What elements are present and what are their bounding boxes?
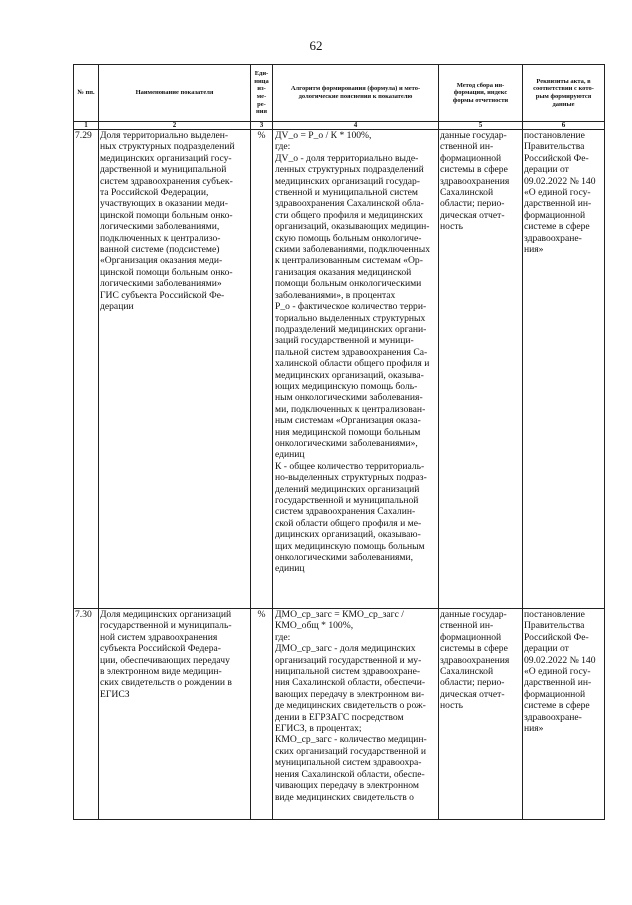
text-line: ственной ин- — [440, 620, 494, 632]
text-line: онкологическими заболеваниями, — [275, 552, 413, 564]
text-line: в электронном виде медицин- — [100, 666, 222, 678]
text-line: данные — [552, 100, 575, 108]
text-line: Сахалинской — [440, 666, 494, 678]
header-algorithm — [273, 65, 439, 122]
text-line: медицинских организаций, оказыва- — [275, 369, 424, 381]
text-line: заболеваниями», в процентах — [275, 289, 396, 301]
text-line: цинской помощи больным онко- — [100, 266, 233, 278]
text-line: дологические пояснения к показателю — [298, 93, 413, 100]
text-line: пальной систем здравоохранения Са- — [275, 346, 428, 358]
text-line: 09.02.2022 № 140 — [524, 654, 596, 666]
text-line: цинской помощи больным онко- — [100, 209, 233, 221]
text-line: ния Сахалинской области, обеспечи- — [275, 677, 426, 689]
text-line: де медицинских свидетельств о рож- — [275, 700, 426, 712]
text-line: системы в сфере — [440, 643, 508, 655]
text-line: Российской Фе- — [524, 152, 589, 164]
indicators-table — [73, 64, 605, 820]
text-line: скую помощь больным онкологиче- — [275, 232, 422, 244]
text-line: формационной — [440, 631, 502, 643]
text-line: ской области общего профиля и ме- — [275, 517, 422, 529]
text-line: ющих медицинскую помощь боль- — [275, 380, 418, 392]
text-line: Р_о - фактическое количество терри- — [275, 301, 427, 313]
text-line: дицинских организаций, оказываю- — [275, 529, 421, 541]
text-line: помощи больным онкологическими — [275, 278, 422, 290]
text-line: ность — [440, 700, 463, 712]
text-line: ДМО_ср_загс - доля медицинских — [275, 643, 416, 655]
header-unit — [251, 65, 273, 122]
text-line: дарственной ин- — [524, 198, 592, 210]
text-line: субъекта Российской Федера- — [100, 643, 221, 655]
text-line: логическими заболеваниями, — [100, 221, 220, 233]
text-line: здравоохране- — [524, 232, 582, 244]
text-line: щих медицинскую помощь больным — [275, 540, 425, 552]
text-line: Правительства — [524, 141, 585, 153]
text-line: Реквизиты акта, в — [536, 77, 591, 85]
text-line: КМО_общ * 100%, — [275, 620, 354, 632]
text-line: ной систем здравоохранения — [100, 631, 218, 643]
text-line: дерации от — [524, 643, 569, 655]
text-line: нения Сахалинской области, обеспе- — [275, 768, 425, 780]
text-line: Правительства — [524, 620, 585, 632]
column-number: 3 — [251, 122, 273, 130]
header-num: № пп. — [74, 65, 99, 122]
text-line: области; перио- — [440, 677, 505, 689]
text-line: организаций, оказывающих медицин- — [275, 221, 430, 233]
header-name: Наименование показателя — [99, 65, 251, 122]
text-line: ми, подключенных к централизован- — [275, 403, 426, 415]
column-number-row — [74, 122, 605, 130]
text-line: где: — [275, 141, 291, 153]
text-line: систем здравоохранения субъек- — [100, 175, 233, 187]
text-line: формационной — [524, 209, 586, 221]
text-line: ДМО_ср_загс = КМО_ср_загс / — [275, 609, 404, 620]
unit: % — [251, 130, 273, 609]
text-line: соответствии с кото- — [533, 85, 594, 93]
text-line: «О единой госу- — [524, 187, 591, 199]
text-line: формационной — [524, 688, 586, 700]
text-line: ственной и муниципальной систем — [275, 187, 418, 199]
text-line: дическая отчет- — [440, 209, 505, 221]
text-line: медицинских организаций государ- — [275, 175, 420, 187]
text-line: постановление — [524, 130, 585, 141]
column-number: 2 — [99, 122, 251, 130]
unit: % — [251, 609, 273, 820]
text-line: единиц — [275, 563, 305, 575]
row-number: 7.29 — [74, 130, 99, 609]
text-line: Сахалинской — [440, 187, 494, 199]
column-number: 4 — [273, 122, 439, 130]
text-line: системы в сфере — [440, 164, 508, 176]
act-details — [523, 609, 605, 820]
text-line: сти общего профиля и медицинских — [275, 209, 423, 221]
text-line: дическая отчет- — [440, 688, 505, 700]
text-line: дерации от — [524, 164, 569, 176]
table-row — [74, 130, 605, 609]
text-line: та Российской Федерации, — [100, 187, 209, 199]
text-line: системе в сфере — [524, 221, 590, 233]
text-line: здравоохране- — [524, 711, 582, 723]
collection-method — [439, 609, 523, 820]
text-line: ния» — [524, 723, 544, 735]
text-line: области; перио- — [440, 198, 505, 210]
text-line: ЕГИСЗ — [100, 688, 130, 700]
text-line: Алгоритм формирования (формула) и мето- — [290, 85, 421, 93]
text-line: Доля медицинских организаций — [100, 609, 232, 620]
text-line: ДV_о = Р_о / К * 100%, — [275, 130, 372, 141]
text-line: дерации — [100, 301, 134, 313]
text-line: Доля территориально выделен- — [100, 130, 229, 141]
text-line: участвующих в оказании меди- — [100, 198, 228, 210]
text-line: организаций государственной и му- — [275, 654, 422, 666]
text-line: данные государ- — [440, 609, 507, 620]
text-line: здравоохранения Сахалинской обла- — [275, 198, 424, 210]
text-line: вающих передачу в электронном ви- — [275, 688, 425, 700]
column-number: 5 — [439, 122, 523, 130]
text-line: ских организаций государственной и — [275, 745, 427, 757]
text-line: онкологическими заболеваниями», — [275, 437, 418, 449]
text-line: ре- — [257, 100, 266, 108]
text-line: скими заболеваниями, подключенных — [275, 244, 431, 256]
text-line: ния — [255, 108, 267, 116]
text-line: системе в сфере — [524, 700, 590, 712]
text-line: из- — [257, 85, 266, 93]
indicator-name — [99, 609, 251, 820]
text-line: ным онкологическими заболевания- — [275, 392, 423, 404]
indicator-name — [99, 130, 251, 609]
text-line: ница — [254, 77, 269, 85]
text-line: заций государственной и муници- — [275, 335, 414, 347]
text-line: ториально выделенных структурных — [275, 312, 426, 324]
text-line: ции, обеспечивающих передачу — [100, 654, 230, 666]
text-line: дении в ЕГРЗАГС посредством — [275, 711, 404, 723]
text-line: ме- — [256, 93, 267, 100]
page-number: 62 — [309, 38, 323, 53]
text-line: «О единой госу- — [524, 666, 591, 678]
text-line: формационной — [440, 152, 502, 164]
row-number: 7.30 — [74, 609, 99, 820]
text-line: чивающих передачу в электронном — [275, 780, 419, 792]
text-line: дарственной и муниципальной — [100, 164, 227, 176]
text-line: Метод сбора ин- — [456, 81, 505, 89]
header-act — [523, 65, 605, 122]
text-line: государственной и муниципаль- — [100, 620, 232, 632]
text-line: КМО_ср_загс - количество медицин- — [275, 734, 427, 746]
text-line: подразделений медицинских органи- — [275, 323, 427, 335]
column-number: 1 — [74, 122, 99, 130]
text-line: ным системам «Организация оказа- — [275, 415, 421, 427]
text-line: ных структурных подразделений — [100, 141, 235, 153]
text-line: рым формируются — [535, 93, 592, 100]
text-line: медицинских организаций госу- — [100, 152, 232, 164]
text-line: данные государ- — [440, 130, 507, 141]
table-row — [74, 609, 605, 820]
text-line: виде медицинских свидетельств о — [275, 791, 414, 803]
text-line: государственной и муниципальной — [275, 495, 419, 506]
text-line: К - общее количество территориаль- — [275, 460, 425, 472]
header-method — [439, 65, 523, 122]
text-line: дарственной ин- — [524, 677, 592, 689]
text-line: ГИС субъекта Российской Фе- — [100, 289, 225, 301]
text-line: ЕГИСЗ, в процентах; — [275, 723, 362, 735]
text-line: ганизация оказания медицинской — [275, 266, 412, 278]
text-line: ниципальной систем здравоохране- — [275, 666, 421, 678]
act-details — [523, 130, 605, 609]
text-line: ванной системе (подсистеме) — [100, 244, 220, 256]
text-line: Российской Фе- — [524, 631, 589, 643]
text-line: 09.02.2022 № 140 — [524, 175, 596, 187]
header-row — [74, 65, 605, 122]
text-line: ность — [440, 221, 463, 233]
text-line: ния медицинской помощи больным — [275, 426, 421, 438]
text-line: здравоохранения — [440, 654, 510, 666]
text-line: муниципальной систем здравоохра- — [275, 757, 422, 769]
text-line: ДV_о - доля территориально выде- — [275, 152, 419, 164]
text-line: к централизованным системам «Ор- — [275, 255, 423, 267]
text-line: формации, индекс — [453, 89, 508, 97]
text-line: где: — [275, 631, 291, 643]
text-line: «Организация оказания меди- — [100, 255, 223, 267]
text-line: ленных структурных подразделений — [275, 164, 424, 176]
text-line: ских свидетельств о рождении в — [100, 677, 232, 689]
text-line: систем здравоохранения Сахалин- — [275, 506, 416, 518]
text-line: халинской области общего профиля и — [275, 358, 430, 370]
column-number: 6 — [523, 122, 605, 130]
algorithm — [273, 130, 439, 609]
text-line: ственной ин- — [440, 141, 494, 153]
text-line: делений медицинских организаций — [275, 483, 420, 495]
text-line: но-выделенных структурных подраз- — [275, 472, 427, 484]
text-line: постановление — [524, 609, 585, 620]
text-line: ния» — [524, 244, 544, 256]
text-line: логическими заболеваниями» — [100, 278, 222, 290]
text-line: формы отчетности — [452, 96, 509, 104]
text-line: единиц — [275, 449, 305, 461]
text-line: подключенных к централизо- — [100, 232, 221, 244]
text-line: Еди- — [254, 70, 269, 78]
algorithm — [273, 609, 439, 820]
text-line: здравоохранения — [440, 175, 510, 187]
collection-method — [439, 130, 523, 609]
